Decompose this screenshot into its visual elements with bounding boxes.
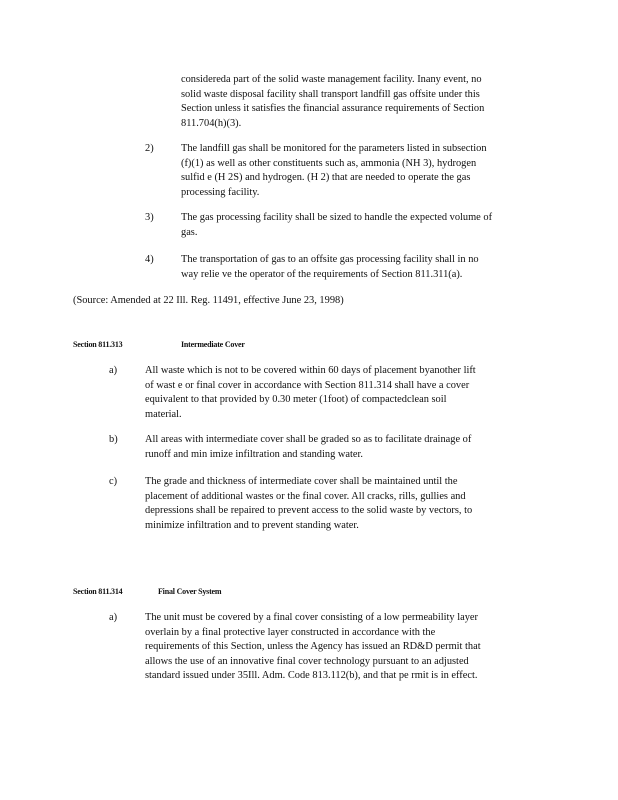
- text-line: The gas processing facility shall be sized to handle the expected volume of: [181, 212, 493, 223]
- section-number: Section 811.314: [73, 587, 123, 596]
- item-paragraph: [145, 433, 530, 462]
- item-paragraph: [145, 364, 530, 422]
- item-number: b): [109, 434, 118, 445]
- item-paragraph: [181, 211, 541, 240]
- text-line: material.: [145, 408, 182, 420]
- item-paragraph: [181, 253, 541, 282]
- text-line: of wast e or final cover in accordance with Section 811.314 shall have a cover: [145, 379, 470, 391]
- text-line: overlain by a final protective layer constructed in accordance with the: [145, 626, 436, 638]
- text-line: standard issued under 35Ill. Adm. Code 813.112(b), and that pe rmit is in effect.: [145, 670, 478, 682]
- text-line: solid waste disposal facility shall transport landfill gas offsite under this: [181, 88, 480, 100]
- text-line: equivalent to that provided by 0.30 meter (1foot) of compactedclean soil: [145, 394, 447, 406]
- text-line: way relie ve the operator of the requirements of Section 811.311(a).: [181, 268, 463, 280]
- item-paragraph: [145, 611, 530, 684]
- text-line: (f)(1) as well as other constituents such as, ammonia (NH 3), hydrogen: [181, 157, 477, 169]
- text-line: runoff and min imize infiltration and standing water.: [145, 448, 363, 460]
- section-title: Intermediate Cover: [181, 340, 245, 349]
- text-line: All areas with intermediate cover shall be graded so as to facilitate drainage of: [145, 434, 472, 445]
- continuation-paragraph: [181, 73, 541, 131]
- item-paragraph: [181, 142, 541, 200]
- text-line: depressions shall be repaired to prevent access to the solid waste by vectors, to: [145, 505, 473, 517]
- text-line: processing facility.: [181, 186, 260, 198]
- text-line: (Source: Amended at 22 Ill. Reg. 11491, effective June 23, 1998): [73, 295, 344, 306]
- text-line: The transportation of gas to an offsite gas processing facility shall in no: [181, 254, 479, 265]
- item-number: 3): [145, 212, 154, 223]
- text-line: Section unless it satisfies the financial assurance requirements of Section: [181, 103, 485, 115]
- section-number: Section 811.313: [73, 340, 123, 349]
- text-line: allows the use of an innovative final cover technology pursuant to an adjusted: [145, 655, 469, 667]
- text-line: placement of additional wastes or the final cover. All cracks, rills, gullies and: [145, 490, 466, 502]
- item-number: 4): [145, 254, 154, 265]
- item-number: c): [109, 476, 118, 487]
- item-number: a): [109, 365, 118, 376]
- text-line: The landfill gas shall be monitored for the parameters listed in subsection: [181, 143, 487, 154]
- text-line: minimize infiltration and to prevent standing water.: [145, 519, 359, 531]
- text-line: The grade and thickness of intermediate cover shall be maintained until the: [145, 476, 458, 487]
- item-number: 2): [145, 143, 154, 154]
- text-line: requirements of this Section, unless the Agency has issued an RD&D permit that: [145, 641, 481, 653]
- text-line: sulfid e (H 2S) and hydrogen. (H 2) that are needed to operate the gas: [181, 172, 471, 184]
- text-line: gas.: [181, 226, 198, 238]
- source-note: [73, 294, 473, 309]
- item-number: a): [109, 612, 118, 623]
- text-line: 811.704(h)(3).: [181, 117, 242, 129]
- text-line: All waste which is not to be covered within 60 days of placement byanother lift: [145, 365, 476, 376]
- section-title: Final Cover System: [158, 587, 222, 596]
- item-paragraph: [145, 475, 530, 533]
- text-line: The unit must be covered by a final cover consisting of a low permeability layer: [145, 612, 478, 623]
- text-line: considereda part of the solid waste management facility. Inany event, no: [181, 74, 482, 85]
